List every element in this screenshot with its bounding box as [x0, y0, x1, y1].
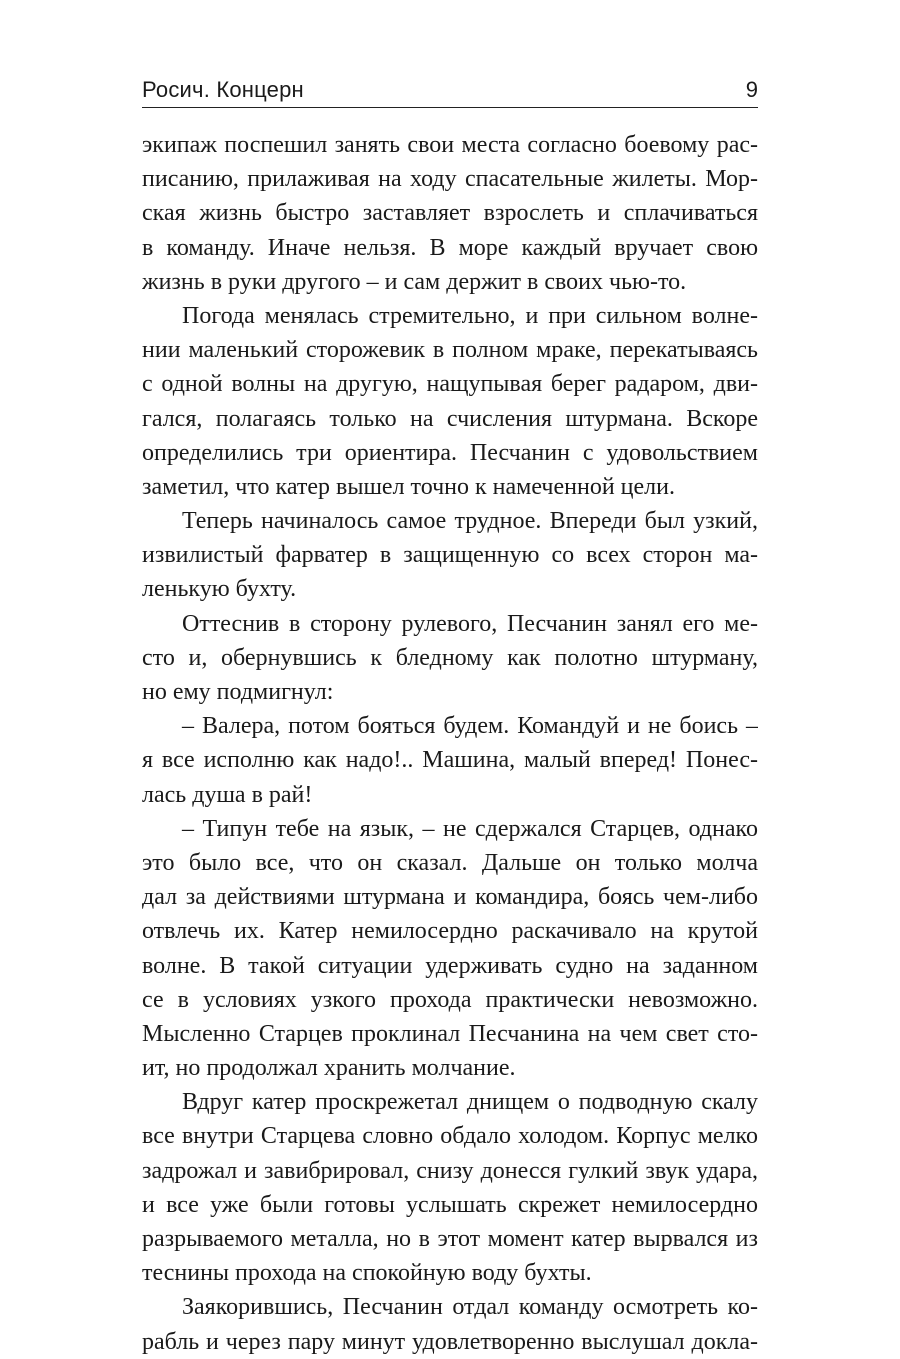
- text-line: и все уже были готовы услышать скрежет немилосердно: [142, 1191, 758, 1218]
- paragraph-first-line: Вдруг катер проскрежетал днищем о подводную скалу: [182, 1089, 758, 1116]
- paragraph-first-line: – Типун тебе на язык, – не сдержался Старцев, однако: [182, 815, 758, 842]
- text-line: все внутри Старцева словно обдало холодом. Корпус мелко: [142, 1123, 758, 1150]
- running-header: [142, 76, 758, 104]
- text-line: гался, полагаясь только на счисления штурмана. Вскоре: [142, 405, 758, 432]
- header-rule: [142, 107, 758, 108]
- text-line: отвлечь их. Катер немилосердно раскачивало на крутой: [142, 918, 758, 945]
- text-line: разрываемого металла, но в этот момент катер вырвался из: [142, 1226, 758, 1252]
- text-line: сто и, обернувшись к бледному как полотно штурману,: [142, 644, 758, 671]
- text-line: теснины прохода на спокойную воду бухты.: [142, 1260, 592, 1287]
- text-line: дал за действиями штурмана и командира, боясь чем-либо: [142, 884, 758, 911]
- text-line: ит, но продолжал хранить молчание.: [142, 1055, 516, 1082]
- text-line: экипаж поспешил занять свои места согласно боевому рас-: [142, 132, 758, 158]
- text-line: но ему подмигнул:: [142, 679, 334, 705]
- text-line: ская жизнь быстро заставляет взрослеть и сплачиваться: [142, 200, 758, 227]
- text-line: жизнь в руки другого – и сам держит в своих чью-то.: [142, 268, 687, 295]
- paragraph-first-line: Оттеснив в сторону рулевого, Песчанин занял его ме-: [182, 610, 758, 637]
- text-line: лась душа в рай!: [142, 781, 313, 808]
- body-text: [142, 128, 758, 1359]
- text-line: ленькую бухту.: [142, 576, 297, 603]
- text-line: се в условиях узкого прохода практически невозможно.: [142, 986, 758, 1013]
- text-line: писанию, прилаживая на ходу спасательные жилеты. Мор-: [142, 166, 758, 193]
- page-number: 9: [745, 77, 758, 102]
- paragraph-first-line: – Валера, потом бояться будем. Командуй и не боись –: [182, 713, 758, 740]
- text-line: нии маленький сторожевик в полном мраке, перекатываясь: [142, 337, 758, 364]
- text-line: задрожал и завибрировал, снизу донесся гулкий звук удара,: [142, 1157, 758, 1184]
- text-line: Мысленно Старцев проклинал Песчанина на чем свет сто-: [142, 1020, 758, 1047]
- text-line: волне. В такой ситуации удерживать судно на заданном: [142, 952, 758, 979]
- text-line: я все исполню как надо!.. Машина, малый вперед! Понес-: [142, 747, 758, 774]
- text-line: рабль и через пару минут удовлетворенно выслушал докла-: [142, 1328, 758, 1355]
- text-line: это было все, что он сказал. Дальше он только молча: [142, 849, 758, 876]
- text-line: с одной волны на другую, нащупывая берег радаром, дви-: [142, 371, 758, 398]
- text-line: извилистый фарватер в защищенную со всех сторон ма-: [142, 542, 758, 569]
- paragraph-first-line: Погода менялась стремительно, и при сильном волне-: [182, 302, 758, 329]
- text-line: определились три ориентира. Песчанин с удовольствием: [142, 439, 758, 466]
- running-title: Росич. Концерн: [142, 77, 304, 102]
- paragraph-first-line: Теперь начиналось самое трудное. Впереди был узкий,: [182, 508, 758, 535]
- text-line: заметил, что катер вышел точно к намеченной цели.: [142, 473, 675, 500]
- paragraph-first-line: Заякорившись, Песчанин отдал команду осмотреть ко-: [182, 1294, 758, 1321]
- text-line: в команду. Иначе нельзя. В море каждый вручает свою: [142, 234, 758, 261]
